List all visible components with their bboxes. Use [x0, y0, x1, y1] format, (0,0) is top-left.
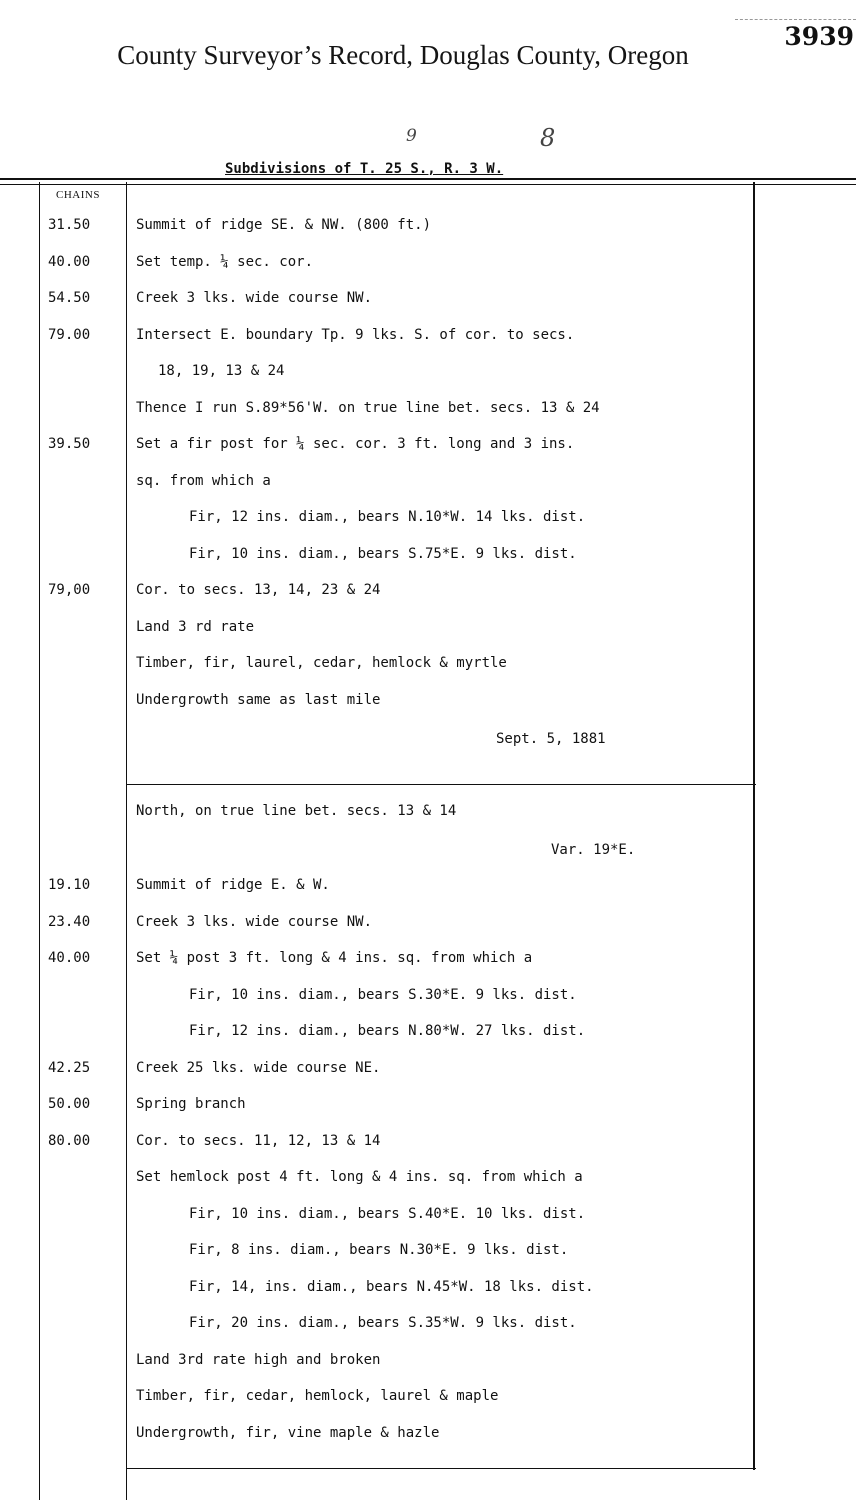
chain-distance: 40.00	[48, 950, 91, 966]
chain-distance: 79,00	[48, 582, 91, 598]
chain-distance: 23.40	[48, 913, 91, 930]
survey-note-line: Fir, 10 ins. diam., bears S.30*E. 9 lks. dist.	[189, 986, 577, 1003]
section-2-heading: North, on true line bet. secs. 13 & 14	[136, 803, 457, 819]
survey-note-line: Undergrowth same as last mile	[136, 691, 381, 708]
header-double-rule	[0, 178, 856, 185]
handwritten-range-note: 9	[406, 126, 417, 146]
survey-note-line: Set ¼ post 3 ft. long & 4 ins. sq. from which a	[136, 950, 533, 966]
survey-note-line: Cor. to secs. 11, 12, 13 & 14	[136, 1132, 381, 1149]
survey-note-line: Creek 3 lks. wide course NW.	[136, 290, 373, 306]
chain-distance: 39.50	[48, 436, 91, 452]
survey-note-line: sq. from which a	[136, 472, 271, 489]
survey-note-line: Fir, 10 ins. diam., bears S.75*E. 9 lks. dist.	[189, 545, 577, 562]
survey-note-line: Summit of ridge SE. & NW. (800 ft.)	[136, 217, 432, 233]
section-divider	[126, 784, 756, 785]
survey-note-line: Creek 3 lks. wide course NW.	[136, 913, 373, 930]
page-title: County Surveyor’s Record, Douglas County, Oregon	[117, 40, 689, 70]
magnetic-variation: Var. 19*E.	[551, 842, 636, 858]
survey-note-line: Fir, 20 ins. diam., bears S.35*W. 9 lks. dist.	[189, 1315, 577, 1331]
chain-distance: 42.25	[48, 1059, 91, 1076]
survey-note-line: Timber, fir, laurel, cedar, hemlock & myrtle	[136, 655, 507, 671]
survey-note-line: Set a fir post for ¼ sec. cor. 3 ft. long and 3 ins.	[136, 436, 575, 452]
chain-distance: 31.50	[48, 217, 91, 233]
survey-note-line: Timber, fir, cedar, hemlock, laurel & maple	[136, 1388, 499, 1404]
record-date: Sept. 5, 1881	[496, 731, 606, 747]
survey-note-line: Fir, 12 ins. diam., bears N.10*W. 14 lks. dist.	[189, 509, 586, 525]
chain-distance: 80.00	[48, 1132, 91, 1149]
survey-note-line: Fir, 12 ins. diam., bears N.80*W. 27 lks. dist.	[189, 1023, 586, 1039]
survey-note-line: Fir, 10 ins. diam., bears S.40*E. 10 lks. dist.	[189, 1205, 586, 1222]
record-subtitle: Subdivisions of T. 25 S., R. 3 W.	[225, 161, 504, 177]
handwritten-township-note: 8	[540, 124, 556, 152]
survey-note-line: Intersect E. boundary Tp. 9 lks. S. of cor. to secs.	[136, 326, 575, 343]
survey-note-line: Summit of ridge E. & W.	[136, 877, 330, 893]
section-divider-bottom	[126, 1468, 756, 1469]
chain-distance: 79.00	[48, 326, 91, 343]
survey-note-line: Undergrowth, fir, vine maple & hazle	[136, 1424, 440, 1441]
ledger-right-border	[753, 182, 755, 1470]
page-number-rule	[735, 19, 856, 21]
survey-note-line: 18, 19, 13 & 24	[158, 363, 285, 379]
chain-distance: 54.50	[48, 290, 91, 306]
chains-column-divider	[126, 182, 127, 1500]
survey-note-line: Set hemlock post 4 ft. long & 4 ins. sq. from which a	[136, 1169, 583, 1185]
chain-distance: 19.10	[48, 877, 91, 893]
chain-distance: 40.00	[48, 253, 91, 270]
survey-note-line: Spring branch	[136, 1096, 246, 1112]
survey-note-line: Set temp. ¼ sec. cor.	[136, 253, 314, 270]
survey-note-line: Land 3 rd rate	[136, 618, 255, 635]
chains-column-header: CHAINS	[56, 189, 100, 201]
survey-note-line: Cor. to secs. 13, 14, 23 & 24	[136, 582, 381, 598]
survey-note-line: Fir, 8 ins. diam., bears N.30*E. 9 lks. dist.	[189, 1242, 569, 1258]
survey-note-line: Fir, 14, ins. diam., bears N.45*W. 18 lks. dist.	[189, 1278, 594, 1295]
ledger-left-border	[39, 182, 40, 1500]
chain-distance: 50.00	[48, 1096, 91, 1112]
survey-note-line: Creek 25 lks. wide course NE.	[136, 1059, 381, 1076]
page-number: 3939	[784, 22, 854, 51]
survey-note-line: Thence I run S.89*56'W. on true line bet. secs. 13 & 24	[136, 399, 600, 416]
survey-note-line: Land 3rd rate high and broken	[136, 1351, 381, 1368]
